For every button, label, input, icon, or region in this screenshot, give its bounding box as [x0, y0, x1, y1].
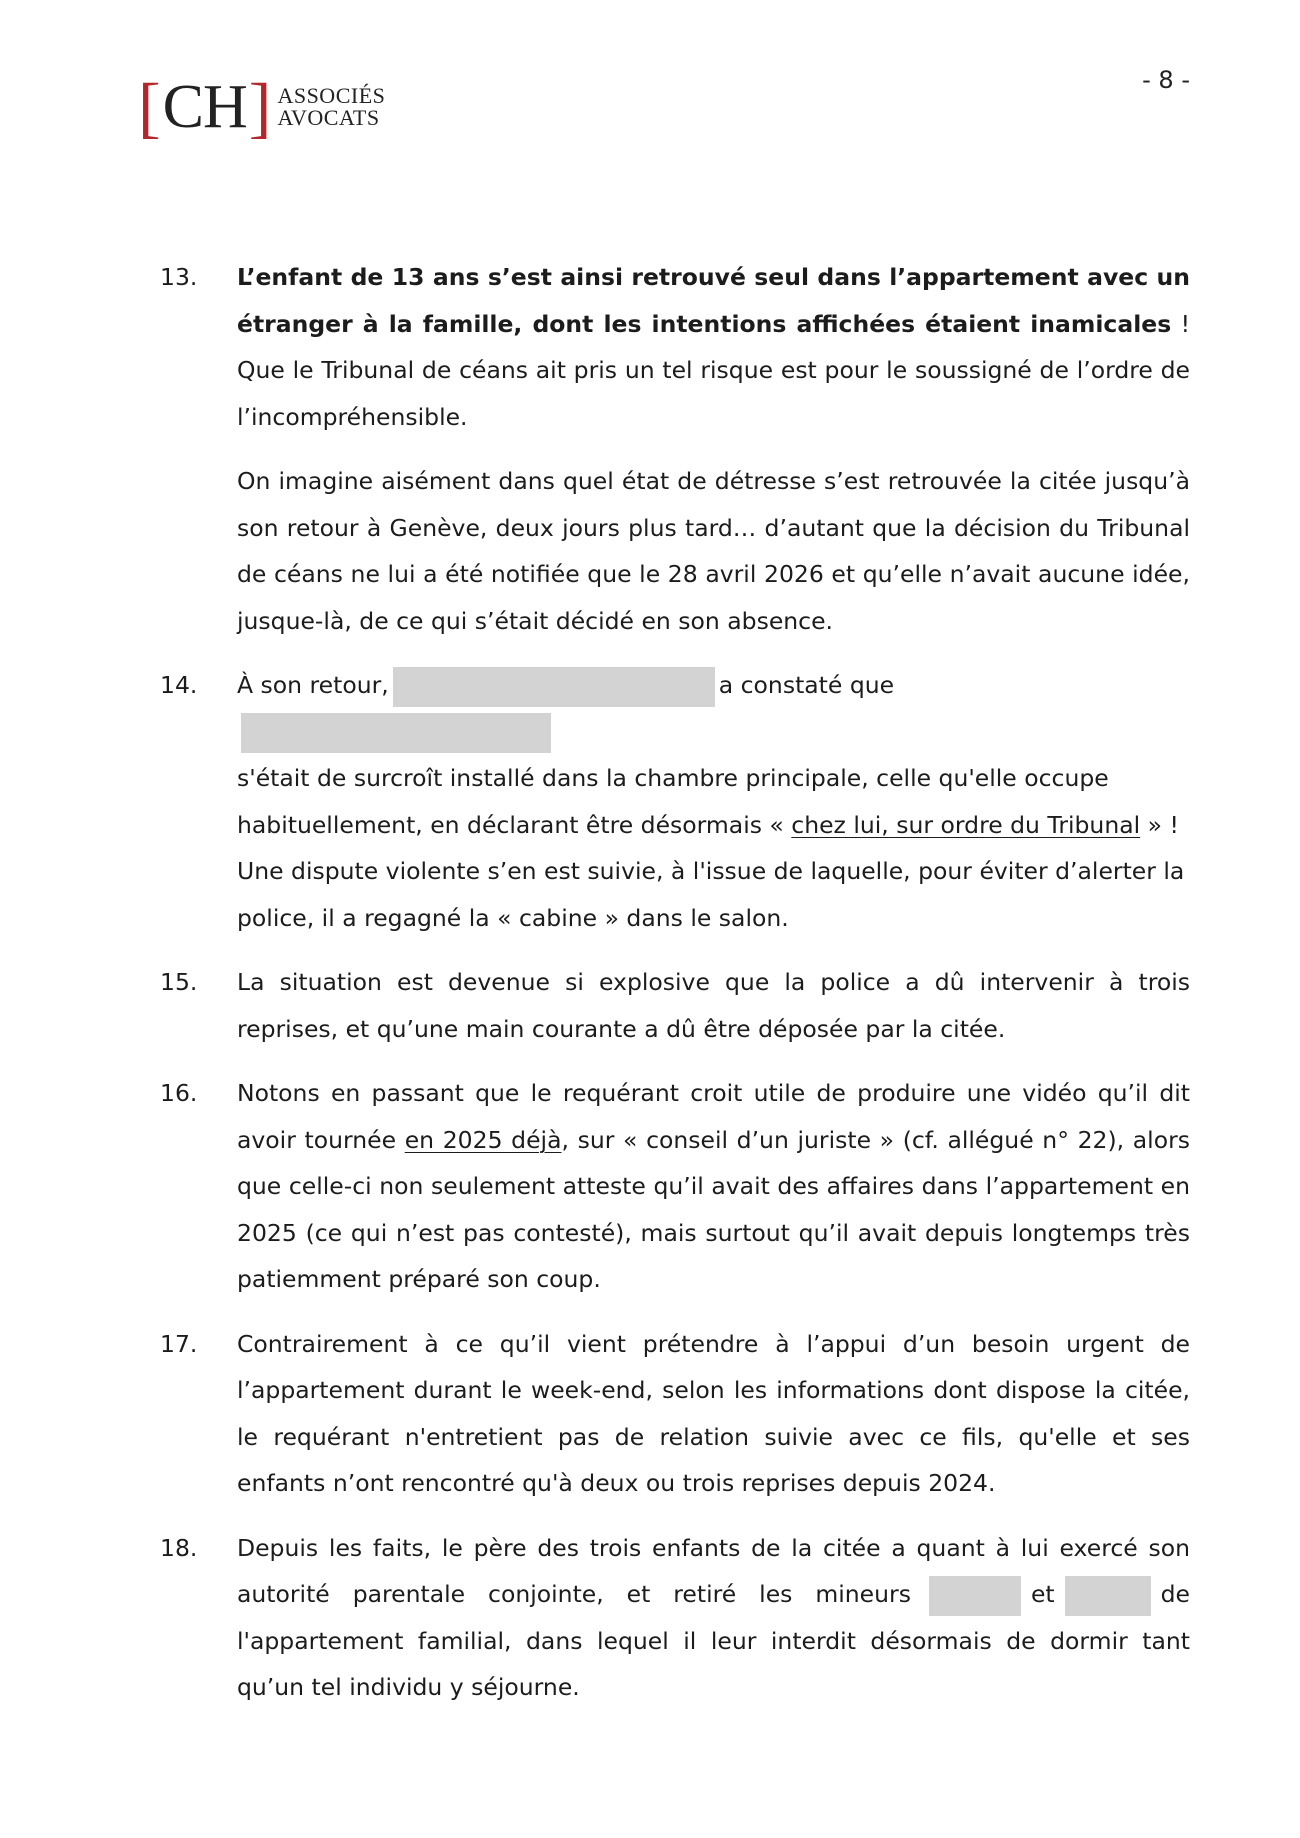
logo-words — [277, 85, 385, 129]
paragraph-text: Contrairement à ce qu’il vient prétendre à l’appui d’un besoin urgent de l’appartement durant le week-end, selon les informations dont dispose la citée, le requérant n'entretient pas de relation suivie avec ce fils, qu'elle et ses enfants n’ont rencontré qu'à deux ou trois reprises depuis 2024. — [237, 1329, 1190, 1497]
paragraph-17 — [160, 1321, 1190, 1507]
paragraph-13 — [160, 254, 1190, 644]
paragraph-text — [237, 1525, 1190, 1711]
logo-left-bracket: [ — [138, 69, 161, 145]
paragraph-18 — [160, 1525, 1190, 1711]
paragraph-body — [237, 254, 1190, 644]
paragraph-text — [237, 254, 1190, 440]
paragraph-number: 18. — [160, 1533, 198, 1562]
firm-logo — [138, 69, 386, 145]
paragraph-text: La situation est devenue si explosive que la police a dû intervenir à trois reprises, et qu’une main courante a dû être déposée par la citée. — [237, 968, 1190, 1043]
paragraph-body — [237, 1321, 1190, 1507]
logo-letters: CH — [162, 73, 247, 141]
underlined-quote: chez lui, sur ordre du Tribunal — [791, 810, 1141, 839]
redaction-box — [1065, 1576, 1151, 1616]
paragraph-15 — [160, 959, 1190, 1052]
paragraph-body — [237, 1070, 1190, 1303]
paragraph-16 — [160, 1070, 1190, 1303]
text-run: À son retour, — [237, 671, 389, 699]
paragraph-body — [237, 959, 1190, 1052]
text-run: » ! Une dispute violente s’en est suivie, à l'issue de laquelle, pour éviter d’alerter la police, il a regagné la « cabine » dans le salon. — [237, 810, 1185, 932]
redaction-box — [393, 667, 715, 707]
paragraph-text: On imagine aisément dans quel état de détresse s’est retrouvée la citée jusqu’à son retour à Genève, deux jours plus tard… d’autant que la décision du Tribunal de céans ne lui a été notifiée que le 28 avril 2026 et qu’elle n’avait aucune idée, jusque-là, de ce qui s’était décidé en son absence. — [237, 467, 1190, 635]
logo-right-bracket: ] — [248, 69, 272, 145]
paragraph-number: 14. — [160, 671, 198, 699]
redaction-box — [241, 713, 551, 753]
paragraph-body — [237, 662, 1190, 941]
logo-word-associes: ASSOCIÉS — [277, 83, 386, 108]
paragraph-text — [237, 1070, 1190, 1303]
paragraph-number: 16. — [160, 1079, 198, 1107]
paragraph-text — [237, 662, 1190, 941]
document-body — [160, 254, 1190, 1729]
text-run: s'était de surcroît installé dans la chambre principale, celle qu'elle occupe habituellement, en déclarant être désormais « — [237, 764, 1109, 839]
underlined-phrase: en 2025 déjà — [404, 1125, 562, 1154]
paragraph-14 — [160, 662, 1190, 941]
paragraph-number: 15. — [160, 968, 198, 996]
paragraph-body — [237, 1525, 1190, 1711]
text-run: a constaté que — [718, 671, 895, 699]
text-run: et — [1030, 1580, 1055, 1608]
paragraph-number: 13. — [160, 263, 198, 291]
logo-word-avocats: AVOCATS — [277, 105, 380, 130]
page-number: - 8 - — [1142, 66, 1190, 94]
text-run: Notons en passant que le requérant croit utile de produire une vidéo qu’il dit avoir tournée — [237, 1079, 1190, 1154]
bold-statement: L’enfant de 13 ans s’est ainsi retrouvé seul dans l’appartement avec un étranger à la famille, dont les intentions affichées étaient inamicales — [237, 263, 1190, 338]
paragraph-number: 17. — [160, 1329, 198, 1358]
text-run: ! Que le Tribunal de céans ait pris un tel risque est pour le soussigné de l’ordre de l’incompréhensible. — [237, 309, 1191, 431]
text-run: Depuis les faits, le père des trois enfants de la citée a quant à lui exercé son autorité parentale conjointe, et retiré les mineurs — [237, 1533, 1190, 1608]
redaction-box — [929, 1576, 1021, 1616]
text-run: de l'appartement familial, dans lequel il leur interdit désormais de dormir tant qu’un tel individu y séjourne. — [237, 1580, 1190, 1701]
text-run: , sur « conseil d’un juriste » (cf. allégué n° 22), alors que celle-ci non seulement atteste qu’il avait des affaires dans l’appartement en 2025 (ce qui n’est pas contesté), mais surtout qu’il avait depuis longtemps très patiemment préparé son coup. — [237, 1125, 1190, 1293]
